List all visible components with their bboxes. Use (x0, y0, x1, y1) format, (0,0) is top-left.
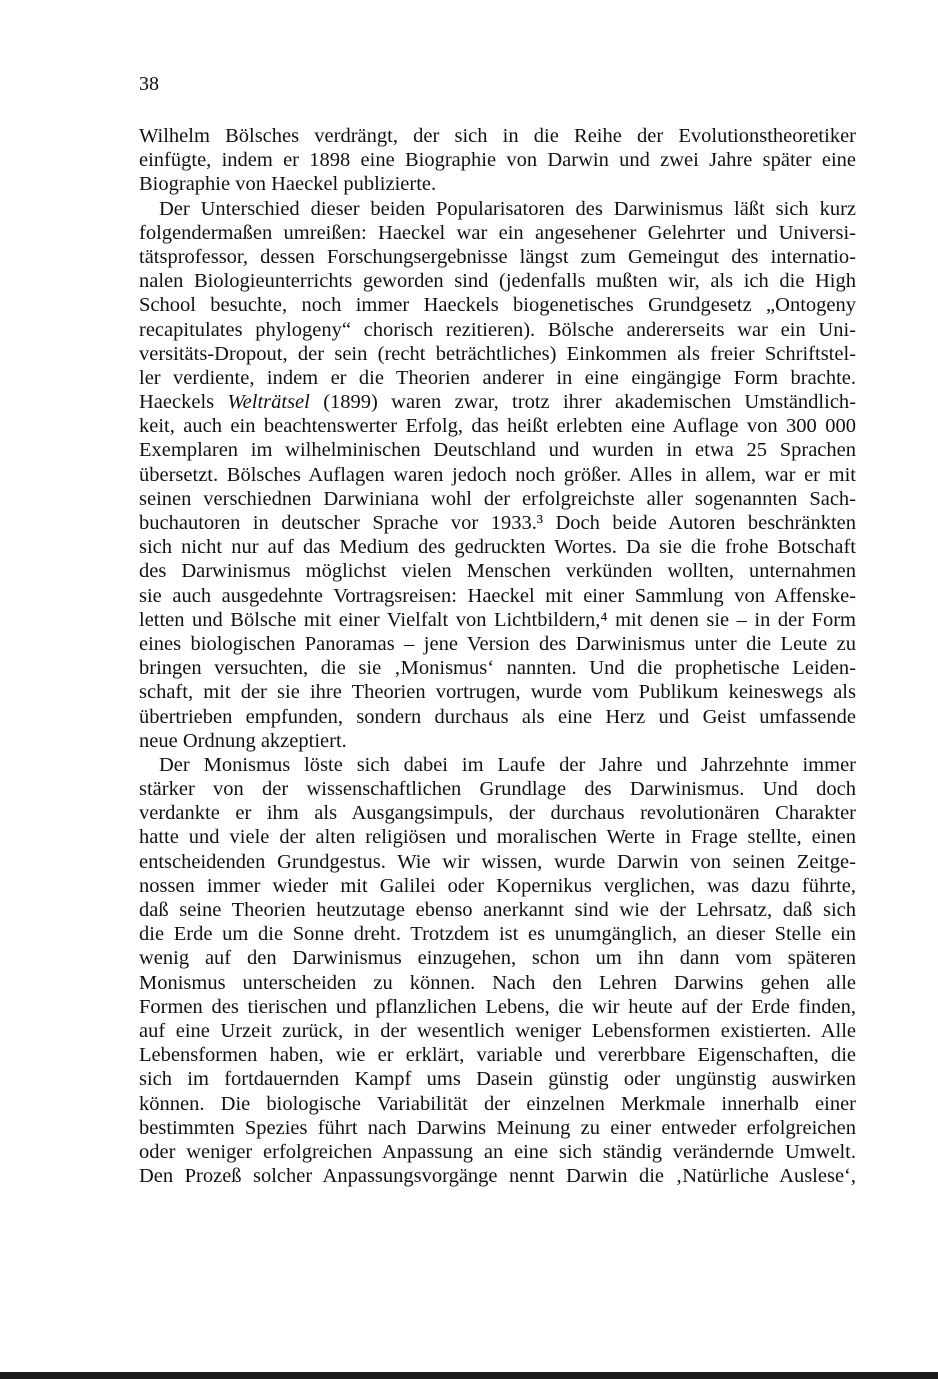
text-line: auf eine Urzeit zurück, in der wesentlich weniger Lebensformen existierten. Alle (139, 1019, 856, 1042)
text-line: bestimmten Spezies führt nach Darwins Meinung zu einer entweder erfolgreichen (139, 1116, 856, 1139)
text-line: nossen immer wieder mit Galilei oder Kopernikus verglichen, was dazu führte, (139, 874, 856, 897)
text-line: stärker von der wissenschaftlichen Grundlage des Darwinismus. Und doch (139, 778, 856, 801)
text-segment: Haeckels (139, 391, 228, 414)
text-line: die Erde um die Sonne dreht. Trotzdem ist es unumgänglich, an dieser Stelle ein (139, 923, 856, 946)
text-line: folgendermaßen umreißen: Haeckel war ein angesehener Gelehrter und Universi- (139, 221, 856, 244)
text-line: Monismus unterscheiden zu können. Nach den Lehren Darwins gehen alle (139, 971, 856, 994)
text-line: oder weniger erfolgreichen Anpassung an eine sich ständig verändernde Umwelt. (139, 1140, 856, 1163)
text-line: wenig auf den Darwinismus einzugehen, schon um ihn dann vom späteren (139, 947, 856, 970)
text-line (139, 390, 856, 414)
text-line: Der Monismus löste sich dabei im Laufe der Jahre und Jahrzehnte immer (159, 753, 856, 776)
text-line: Formen des tierischen und pflanzlichen Lebens, die wir heute auf der Erde finden, (139, 995, 856, 1018)
text-line: School besuchte, noch immer Haeckels biogenetisches Grundgesetz „Ontogeny (139, 294, 856, 317)
text-line: keit, auch ein beachtenswerter Erfolg, das heißt erlebten eine Auflage von 300 000 (139, 415, 856, 438)
text-line: schaft, mit der sie ihre Theorien vortrugen, wurde vom Publikum keineswegs als (139, 681, 856, 704)
text-line: recapitulates phylogeny“ chorisch rezitieren). Bölsche andererseits war ein Uni- (139, 318, 856, 341)
text-line: Den Prozeß solcher Anpassungsvorgänge nennt Darwin die ‚Natürliche Auslese‘, (139, 1165, 856, 1188)
text-line: Lebensformen haben, wie er erklärt, variable und vererbbare Eigenschaften, die (139, 1044, 856, 1067)
text-line: hatte und viele der alten religiösen und moralischen Werte in Frage stellte, einen (139, 826, 856, 849)
text-line: neue Ordnung akzeptiert. (139, 729, 347, 752)
text-line: letten und Bölsche mit einer Vielfalt von Lichtbildern,⁴ mit denen sie – in der Form (139, 608, 856, 631)
text-line: verdankte er ihm als Ausgangsimpuls, der durchaus revolutionären Charakter (139, 802, 856, 825)
text-line: Exemplaren im wilhelminischen Deutschland und wurden in etwa 25 Sprachen (139, 439, 856, 462)
scan-edge (0, 1372, 938, 1379)
text-segment: (1899) waren zwar, trotz ihrer akademischen Umständlich- (309, 391, 856, 414)
text-line: versitäts-Dropout, der sein (recht beträchtliches) Einkommen als freier Schriftstel- (139, 342, 856, 365)
text-line: entscheidenden Grundgestus. Wie wir wissen, wurde Darwin von seinen Zeitge- (139, 850, 856, 873)
text-line: Der Unterschied dieser beiden Popularisatoren des Darwinismus läßt sich kurz (159, 197, 856, 220)
text-line: übersetzt. Bölsches Auflagen waren jedoch noch größer. Alles in allem, war er mit (139, 463, 856, 486)
text-line: seinen verschiednen Darwiniana wohl der erfolgreichste aller sogenannten Sach- (139, 487, 856, 510)
book-title: Welträtsel (227, 391, 310, 414)
text-line: tätsprofessor, dessen Forschungsergebnisse längst zum Gemeingut des internatio- (139, 245, 856, 268)
text-line: daß seine Theorien heutzutage ebenso anerkannt sind wie der Lehrsatz, daß sich (139, 899, 856, 921)
text-line: buchautoren in deutscher Sprache vor 1933.³ Doch beide Autoren beschränkten (139, 512, 856, 534)
text-line: sie auch ausgedehnte Vortragsreisen: Haeckel mit einer Sammlung von Affenske- (139, 584, 856, 607)
text-line: nalen Biologieunterrichts geworden sind (jedenfalls mußten wir, als ich die High (139, 270, 856, 293)
text-line: einfügte, indem er 1898 eine Biographie von Darwin und zwei Jahre später eine (139, 149, 856, 172)
text-line: sich nicht nur auf das Medium des gedruckten Wortes. Da sie die frohe Botschaft (139, 536, 856, 559)
text-line: können. Die biologische Variabilität der einzelnen Merkmale innerhalb einer (139, 1092, 856, 1115)
text-line: Biographie von Haeckel publizierte. (139, 173, 437, 196)
body-text (139, 124, 856, 1188)
text-line: bringen versuchten, die sie ‚Monismus‘ nannten. Und die prophetische Leiden- (139, 657, 856, 680)
page-number: 38 (139, 73, 159, 95)
text-line: sich im fortdauernden Kampf ums Dasein günstig oder ungünstig auswirken (139, 1068, 856, 1091)
text-line: übertrieben empfunden, sondern durchaus als eine Herz und Geist umfassende (139, 705, 856, 728)
text-line: eines biologischen Panoramas – jene Version des Darwinismus unter die Leute zu (139, 632, 856, 655)
text-line: des Darwinismus möglichst vielen Menschen verkünden wollten, unternahmen (139, 560, 856, 583)
text-line: ler verdiente, indem er die Theorien anderer in eine eingängige Form brachte. (139, 366, 856, 389)
text-line: Wilhelm Bölsches verdrängt, der sich in die Reihe der Evolutionstheoretiker (139, 125, 856, 147)
